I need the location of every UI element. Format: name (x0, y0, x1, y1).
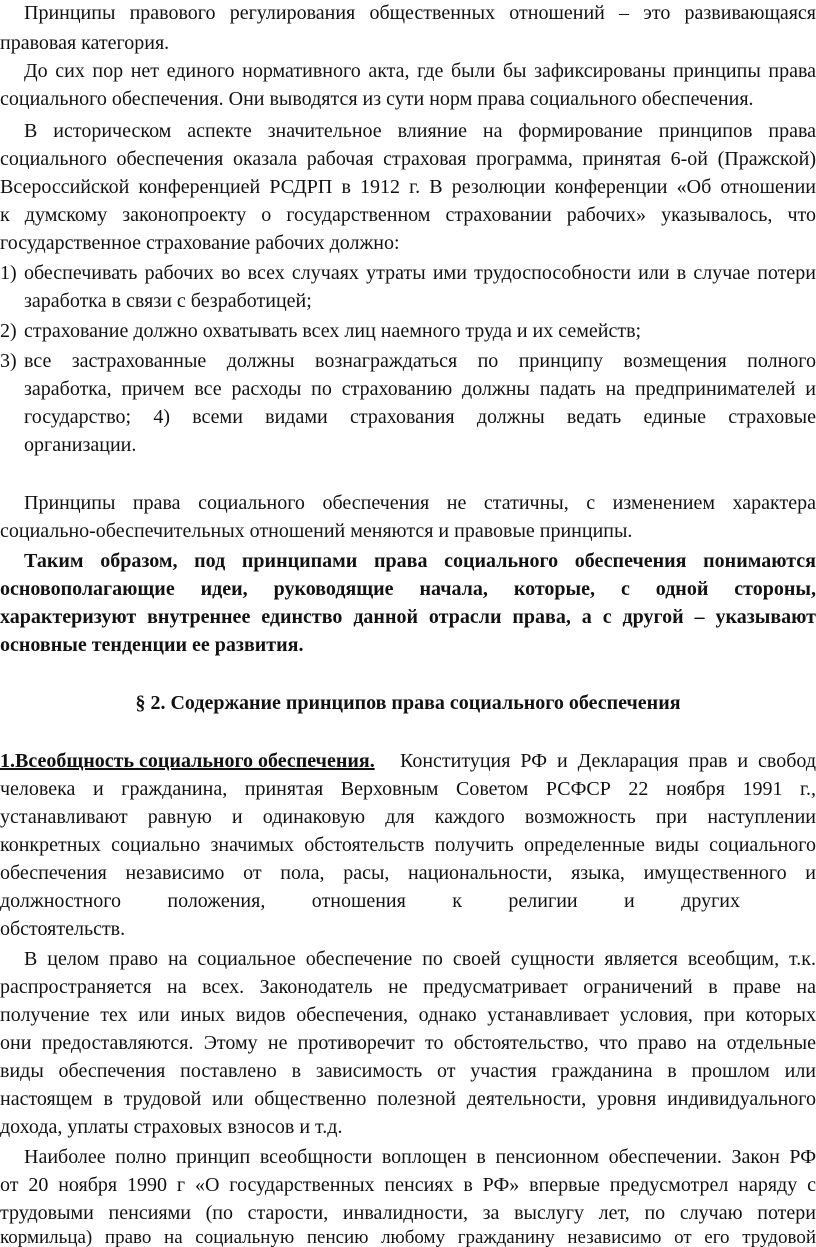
bold-paragraph-line: основные тенденции ее развития. (0, 634, 304, 656)
list-item-line: заработка в связи с безработицей; (24, 290, 312, 312)
paragraph-line: социального обеспечения. Они выводятся из сути норм права социального обеспечения. (0, 88, 754, 110)
paragraph-line: социально-обеспечительных отношений меняются и правовые принципы. (0, 520, 633, 542)
paragraph-line: Принципы права социального обеспечения не статичны, с изменением характера (24, 492, 816, 514)
paragraph-line: Конституция РФ и Декларация прав и свобод (400, 750, 816, 772)
paragraph-line: виды обеспечения поставлено в зависимость от участия гражданина в прошлом или (0, 1060, 816, 1082)
list-item-line: страхование должно охватывать всех лиц наемного труда и их семейств; (24, 320, 642, 342)
bold-paragraph-line: Таким образом, под принципами права социального обеспечения понимаются (24, 550, 816, 572)
paragraph-line: должностного положения, отношения к религии и других (0, 890, 740, 912)
paragraph-line: дохода, уплаты страховых взносов и т.д. (0, 1116, 343, 1138)
paragraph-line: настоящем в трудовой или общественно полезной деятельности, уровня индивидуального (0, 1088, 816, 1110)
list-item-line: обеспечивать рабочих во всех случаях утраты ими трудоспособности или в случае потери (24, 262, 816, 284)
paragraph-line: государственное страхование рабочих должно: (0, 232, 400, 254)
paragraph-line: Всероссийской конференцией РСДРП в 1912 г. В резолюции конференции «Об отношении (0, 176, 816, 198)
paragraph-line: к думскому законопроекту о государственном страховании рабочих» указывалось, что (0, 204, 816, 226)
list-item-line: государство; 4) всеми видами страхования должны ведать единые страховые (24, 406, 816, 428)
paragraph-line: В историческом аспекте значительное влияние на формирование принципов права (24, 120, 816, 142)
paragraph-line: от 20 ноября 1990 г «О государственных пенсиях в РФ» впервые предусмотрел наряду с (0, 1174, 816, 1196)
principle-title: 1.Всеобщность социального обеспечения. (0, 750, 375, 772)
paragraph-line: кормильца) право на социальную пенсию любому гражданину независимо от его трудовой (0, 1228, 816, 1247)
paragraph-line: устанавливают равную и одинаковую для каждого возможность при наступлении (0, 806, 816, 828)
section-heading: § 2. Содержание принципов права социального обеспечения (135, 692, 681, 714)
list-item-line: организации. (24, 434, 137, 456)
bold-paragraph-line: характеризуют внутреннее единство данной отрасли права, а с другой – указывают (0, 606, 816, 628)
paragraph-line: человека и гражданина, принятая Верховным Советом РСФСР 22 ноября 1991 г., (0, 778, 816, 800)
paragraph-line: До сих пор нет единого нормативного акта, где были бы зафиксированы принципы права (24, 60, 816, 82)
paragraph-line: обеспечения независимо от пола, расы, национальности, языка, имущественного и (0, 862, 816, 884)
paragraph-line: правовая категория. (0, 32, 170, 54)
bold-paragraph-line: основополагающие идеи, руководящие начала, которые, с одной стороны, (0, 578, 816, 600)
list-item-number: 1) (0, 262, 17, 284)
list-item-number: 2) (0, 320, 17, 342)
paragraph-line: социального обеспечения оказала рабочая страховая программа, принятая 6-ой (Пражской) (0, 148, 816, 170)
paragraph-line: трудовыми пенсиями (по старости, инвалидности, за выслугу лет, по случаю потери (0, 1202, 816, 1224)
paragraph-line: обстоятельств. (0, 918, 126, 940)
paragraph-line: В целом право на социальное обеспечение по своей сущности является всеобщим, т.к. (24, 948, 816, 970)
list-item-line: заработка, причем все расходы по страхованию должны падать на предпринимателей и (24, 378, 816, 400)
paragraph-line: они предоставляются. Этому не противоречит то обстоятельство, что право на отдельные (0, 1032, 816, 1054)
paragraph-line: Принципы правового регулирования общественных отношений – это развивающаяся (24, 2, 816, 24)
list-item-number: 3) (0, 350, 17, 372)
paragraph-line: получение тех или иных видов обеспечения, однако устанавливает условия, при которых (0, 1004, 816, 1026)
paragraph-line: конкретных социально значимых обстоятельств получить определенные виды социального (0, 834, 816, 856)
list-item-line: все застрахованные должны вознаграждаться по принципу возмещения полного (24, 350, 816, 372)
paragraph-line: распространяется на всех. Законодатель не предусматривает ограничений в праве на (0, 976, 816, 998)
paragraph-line: Наиболее полно принцип всеобщности воплощен в пенсионном обеспечении. Закон РФ (24, 1146, 816, 1168)
